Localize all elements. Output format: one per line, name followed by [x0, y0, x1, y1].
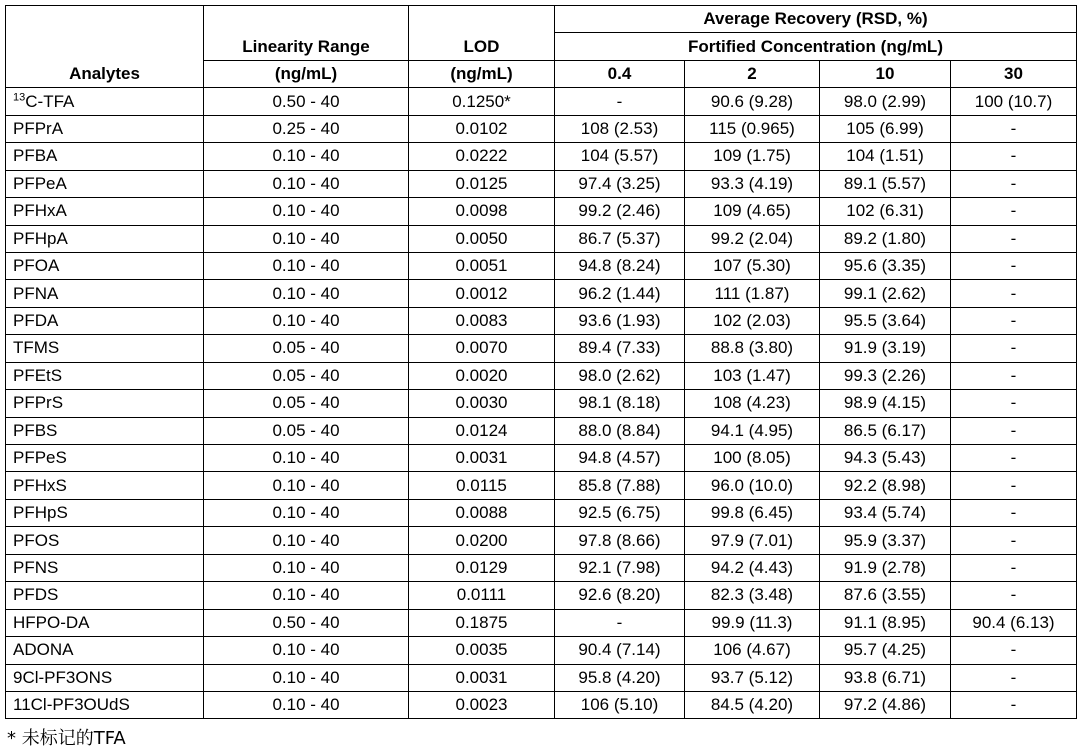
linearity-range-cell: 0.10 - 40 [204, 637, 409, 664]
recovery-2-cell: 109 (4.65) [685, 198, 820, 225]
lod-cell: 0.0129 [409, 554, 555, 581]
recovery-0.4-cell: 85.8 (7.88) [555, 472, 685, 499]
analyte-cell [6, 198, 204, 225]
recovery-10-cell: 91.1 (8.95) [820, 609, 951, 636]
linearity-range-cell: 0.10 - 40 [204, 252, 409, 279]
analyte-cell [6, 143, 204, 170]
analyte-name: PFOS [13, 530, 60, 550]
recovery-2-cell: 100 (8.05) [685, 445, 820, 472]
recovery-30-cell: - [951, 664, 1077, 691]
lod-cell: 0.0115 [409, 472, 555, 499]
recovery-2-cell: 82.3 (3.48) [685, 582, 820, 609]
table-row [6, 335, 1077, 362]
recovery-2-cell: 106 (4.67) [685, 637, 820, 664]
recovery-2-cell: 94.1 (4.95) [685, 417, 820, 444]
lod-cell: 0.0098 [409, 198, 555, 225]
recovery-30-cell: - [951, 335, 1077, 362]
linearity-range-cell: 0.10 - 40 [204, 582, 409, 609]
linearity-unit-header: (ng/mL) [204, 60, 409, 87]
table-row [6, 445, 1077, 472]
analyte-cell [6, 609, 204, 636]
recovery-10-cell: 89.2 (1.80) [820, 225, 951, 252]
recovery-0.4-cell: 94.8 (4.57) [555, 445, 685, 472]
lod-cell: 0.1875 [409, 609, 555, 636]
table-row [6, 472, 1077, 499]
lod-cell: 0.0102 [409, 115, 555, 142]
analyte-cell [6, 252, 204, 279]
lod-cell: 0.0023 [409, 691, 555, 718]
recovery-30-cell: - [951, 527, 1077, 554]
lod-cell: 0.0124 [409, 417, 555, 444]
recovery-0.4-cell: 86.7 (5.37) [555, 225, 685, 252]
recovery-table [5, 5, 1077, 719]
linearity-range-cell: 0.10 - 40 [204, 527, 409, 554]
table-row [6, 252, 1077, 279]
recovery-0.4-cell: 104 (5.57) [555, 143, 685, 170]
footnote: * 未标记的TFA [7, 728, 126, 749]
lod-cell: 0.0030 [409, 390, 555, 417]
recovery-0.4-cell: 96.2 (1.44) [555, 280, 685, 307]
recovery-0.4-cell: - [555, 88, 685, 115]
recovery-30-cell: - [951, 198, 1077, 225]
recovery-10-cell: 94.3 (5.43) [820, 445, 951, 472]
analyte-name: PFPeA [13, 173, 67, 193]
recovery-2-cell: 99.9 (11.3) [685, 609, 820, 636]
lod-cell: 0.0050 [409, 225, 555, 252]
linearity-range-cell: 0.50 - 40 [204, 88, 409, 115]
analyte-name: PFBA [13, 146, 58, 166]
analyte-name: PFNS [13, 557, 59, 577]
recovery-2-cell: 93.3 (4.19) [685, 170, 820, 197]
lod-cell: 0.0111 [409, 582, 555, 609]
linearity-range-cell: 0.05 - 40 [204, 362, 409, 389]
analyte-name: PFHxS [13, 475, 67, 495]
linearity-header: Linearity Range [204, 6, 409, 61]
recovery-0.4-cell: 89.4 (7.33) [555, 335, 685, 362]
linearity-range-cell: 0.10 - 40 [204, 664, 409, 691]
recovery-0.4-cell: 97.4 (3.25) [555, 170, 685, 197]
recovery-2-cell: 90.6 (9.28) [685, 88, 820, 115]
recovery-30-cell: - [951, 637, 1077, 664]
analyte-cell [6, 335, 204, 362]
lod-cell: 0.0031 [409, 445, 555, 472]
analyte-name: PFPrA [13, 118, 64, 138]
analyte-name: C-TFA [25, 91, 75, 111]
recovery-2-cell: 115 (0.965) [685, 115, 820, 142]
recovery-0.4-cell: 95.8 (4.20) [555, 664, 685, 691]
analyte-name: PFNA [13, 283, 59, 303]
concentration-header: 10 [820, 60, 951, 87]
recovery-2-cell: 97.9 (7.01) [685, 527, 820, 554]
recovery-0.4-cell: 99.2 (2.46) [555, 198, 685, 225]
table-row [6, 198, 1077, 225]
recovery-0.4-cell: 106 (5.10) [555, 691, 685, 718]
lod-cell: 0.0035 [409, 637, 555, 664]
recovery-10-cell: 89.1 (5.57) [820, 170, 951, 197]
analytes-header: Analytes [6, 6, 204, 88]
analyte-cell [6, 115, 204, 142]
linearity-range-cell: 0.05 - 40 [204, 417, 409, 444]
table-row [6, 143, 1077, 170]
recovery-2-cell: 94.2 (4.43) [685, 554, 820, 581]
linearity-range-cell: 0.10 - 40 [204, 280, 409, 307]
recovery-10-cell: 93.8 (6.71) [820, 664, 951, 691]
recovery-0.4-cell: 94.8 (8.24) [555, 252, 685, 279]
analyte-cell [6, 664, 204, 691]
recovery-0.4-cell: - [555, 609, 685, 636]
recovery-0.4-cell: 92.6 (8.20) [555, 582, 685, 609]
lod-cell: 0.0088 [409, 499, 555, 526]
lod-header: LOD [409, 6, 555, 61]
recovery-2-cell: 84.5 (4.20) [685, 691, 820, 718]
analyte-name: 11Cl-PF3OUdS [13, 695, 130, 715]
recovery-10-cell: 95.9 (3.37) [820, 527, 951, 554]
table-row [6, 225, 1077, 252]
recovery-30-cell: - [951, 472, 1077, 499]
analyte-name: TFMS [13, 338, 60, 358]
recovery-10-cell: 102 (6.31) [820, 198, 951, 225]
lod-cell: 0.0012 [409, 280, 555, 307]
recovery-30-cell: - [951, 115, 1077, 142]
recovery-0.4-cell: 92.1 (7.98) [555, 554, 685, 581]
recovery-2-cell: 108 (4.23) [685, 390, 820, 417]
linearity-range-cell: 0.25 - 40 [204, 115, 409, 142]
linearity-range-cell: 0.05 - 40 [204, 390, 409, 417]
analyte-cell [6, 691, 204, 718]
recovery-10-cell: 87.6 (3.55) [820, 582, 951, 609]
analyte-name: PFBS [13, 420, 58, 440]
recovery-30-cell: - [951, 307, 1077, 334]
table-row [6, 499, 1077, 526]
analyte-cell [6, 417, 204, 444]
recovery-0.4-cell: 93.6 (1.93) [555, 307, 685, 334]
analyte-cell [6, 225, 204, 252]
lod-cell: 0.1250* [409, 88, 555, 115]
header-row-1 [6, 6, 1077, 33]
analyte-name: PFDA [13, 311, 59, 331]
recovery-10-cell: 105 (6.99) [820, 115, 951, 142]
recovery-30-cell: 90.4 (6.13) [951, 609, 1077, 636]
recovery-10-cell: 95.7 (4.25) [820, 637, 951, 664]
table-row [6, 280, 1077, 307]
analyte-name: 9Cl-PF3ONS [13, 667, 113, 687]
analyte-cell [6, 445, 204, 472]
analyte-name: PFOA [13, 256, 60, 276]
linearity-range-cell: 0.05 - 40 [204, 335, 409, 362]
recovery-30-cell: - [951, 445, 1077, 472]
analyte-cell [6, 362, 204, 389]
table-row [6, 390, 1077, 417]
analyte-name: PFEtS [13, 365, 63, 385]
table-row [6, 170, 1077, 197]
linearity-range-cell: 0.10 - 40 [204, 691, 409, 718]
recovery-10-cell: 92.2 (8.98) [820, 472, 951, 499]
recovery-10-cell: 99.1 (2.62) [820, 280, 951, 307]
lod-cell: 0.0083 [409, 307, 555, 334]
table-row [6, 417, 1077, 444]
linearity-range-cell: 0.10 - 40 [204, 554, 409, 581]
concentration-header: 30 [951, 60, 1077, 87]
analyte-cell [6, 88, 204, 115]
table-row [6, 664, 1077, 691]
table-row [6, 691, 1077, 718]
recovery-10-cell: 104 (1.51) [820, 143, 951, 170]
recovery-0.4-cell: 92.5 (6.75) [555, 499, 685, 526]
recovery-2-cell: 93.7 (5.12) [685, 664, 820, 691]
concentration-header: 0.4 [555, 60, 685, 87]
analyte-cell [6, 527, 204, 554]
lod-unit-header: (ng/mL) [409, 60, 555, 87]
recovery-30-cell: - [951, 691, 1077, 718]
recovery-10-cell: 97.2 (4.86) [820, 691, 951, 718]
analyte-cell [6, 307, 204, 334]
analyte-name: PFPeS [13, 448, 67, 468]
recovery-0.4-cell: 98.0 (2.62) [555, 362, 685, 389]
lod-cell: 0.0200 [409, 527, 555, 554]
analyte-name: PFPrS [13, 393, 64, 413]
table-row [6, 88, 1077, 115]
linearity-range-cell: 0.10 - 40 [204, 472, 409, 499]
analyte-cell [6, 390, 204, 417]
lod-cell: 0.0222 [409, 143, 555, 170]
concentration-header: 2 [685, 60, 820, 87]
recovery-2-cell: 99.8 (6.45) [685, 499, 820, 526]
table-row [6, 527, 1077, 554]
linearity-range-cell: 0.10 - 40 [204, 445, 409, 472]
linearity-range-cell: 0.50 - 40 [204, 609, 409, 636]
lod-cell: 0.0051 [409, 252, 555, 279]
recovery-10-cell: 98.0 (2.99) [820, 88, 951, 115]
analyte-cell [6, 637, 204, 664]
recovery-2-cell: 109 (1.75) [685, 143, 820, 170]
table-header [6, 6, 1077, 88]
lod-cell: 0.0125 [409, 170, 555, 197]
recovery-10-cell: 91.9 (3.19) [820, 335, 951, 362]
recovery-2-cell: 99.2 (2.04) [685, 225, 820, 252]
analyte-cell [6, 170, 204, 197]
recovery-0.4-cell: 97.8 (8.66) [555, 527, 685, 554]
analyte-name: HFPO-DA [13, 612, 90, 632]
recovery-2-cell: 96.0 (10.0) [685, 472, 820, 499]
analyte-cell [6, 472, 204, 499]
recovery-2-cell: 88.8 (3.80) [685, 335, 820, 362]
recovery-30-cell: - [951, 170, 1077, 197]
lod-cell: 0.0070 [409, 335, 555, 362]
recovery-0.4-cell: 108 (2.53) [555, 115, 685, 142]
recovery-0.4-cell: 90.4 (7.14) [555, 637, 685, 664]
analyte-name: PFDS [13, 585, 59, 605]
analyte-cell [6, 554, 204, 581]
recovery-30-cell: - [951, 499, 1077, 526]
recovery-2-cell: 102 (2.03) [685, 307, 820, 334]
recovery-30-cell: - [951, 417, 1077, 444]
table-row [6, 307, 1077, 334]
recovery-30-cell: - [951, 582, 1077, 609]
lod-cell: 0.0020 [409, 362, 555, 389]
analyte-name: ADONA [13, 640, 74, 660]
linearity-range-cell: 0.10 - 40 [204, 170, 409, 197]
analyte-name: PFHpA [13, 228, 68, 248]
analyte-cell [6, 499, 204, 526]
table-row [6, 609, 1077, 636]
table-row [6, 637, 1077, 664]
recovery-30-cell: - [951, 252, 1077, 279]
linearity-range-cell: 0.10 - 40 [204, 307, 409, 334]
linearity-range-cell: 0.10 - 40 [204, 198, 409, 225]
analyte-name: PFHpS [13, 503, 68, 523]
analyte-cell [6, 582, 204, 609]
recovery-30-cell: - [951, 554, 1077, 581]
recovery-30-cell: - [951, 390, 1077, 417]
recovery-30-cell: 100 (10.7) [951, 88, 1077, 115]
recovery-30-cell: - [951, 362, 1077, 389]
recovery-table-container [5, 5, 1075, 719]
linearity-range-cell: 0.10 - 40 [204, 225, 409, 252]
recovery-2-cell: 111 (1.87) [685, 280, 820, 307]
recovery-10-cell: 99.3 (2.26) [820, 362, 951, 389]
table-body [6, 88, 1077, 719]
analyte-cell [6, 280, 204, 307]
recovery-10-cell: 91.9 (2.78) [820, 554, 951, 581]
recovery-10-cell: 86.5 (6.17) [820, 417, 951, 444]
recovery-30-cell: - [951, 225, 1077, 252]
recovery-10-cell: 93.4 (5.74) [820, 499, 951, 526]
table-row [6, 554, 1077, 581]
fortified-concentration-header: Fortified Concentration (ng/mL) [555, 33, 1077, 60]
table-row [6, 362, 1077, 389]
recovery-0.4-cell: 88.0 (8.84) [555, 417, 685, 444]
linearity-range-cell: 0.10 - 40 [204, 499, 409, 526]
lod-cell: 0.0031 [409, 664, 555, 691]
average-recovery-header: Average Recovery (RSD, %) [555, 6, 1077, 33]
table-row [6, 115, 1077, 142]
recovery-0.4-cell: 98.1 (8.18) [555, 390, 685, 417]
recovery-30-cell: - [951, 280, 1077, 307]
recovery-10-cell: 95.5 (3.64) [820, 307, 951, 334]
recovery-2-cell: 107 (5.30) [685, 252, 820, 279]
recovery-10-cell: 95.6 (3.35) [820, 252, 951, 279]
linearity-range-cell: 0.10 - 40 [204, 143, 409, 170]
recovery-10-cell: 98.9 (4.15) [820, 390, 951, 417]
isotope-superscript: 13 [13, 90, 26, 103]
analyte-name: PFHxA [13, 201, 67, 221]
recovery-30-cell: - [951, 143, 1077, 170]
table-row [6, 582, 1077, 609]
recovery-2-cell: 103 (1.47) [685, 362, 820, 389]
